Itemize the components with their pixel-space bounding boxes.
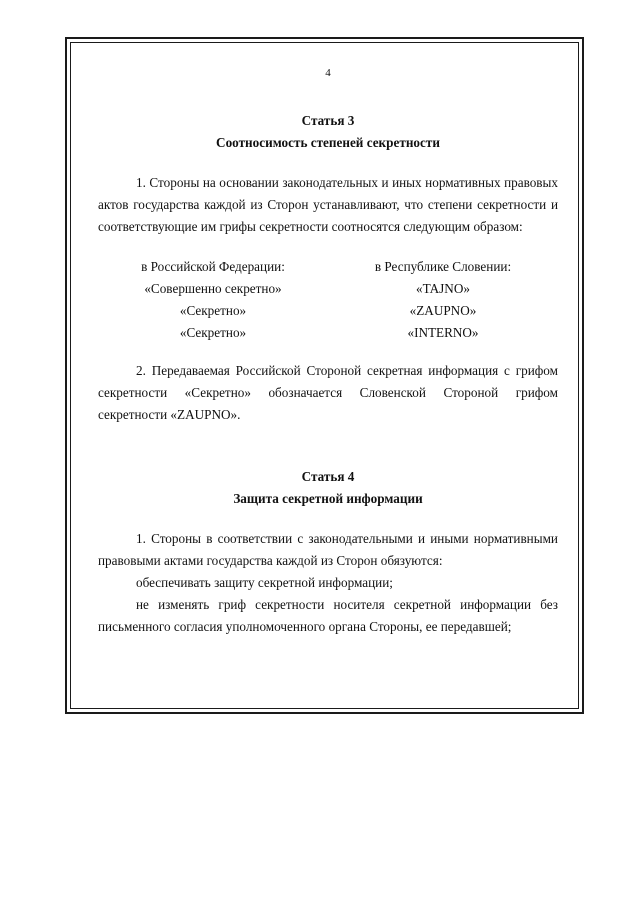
slovenia-level-1: «TAJNO»	[416, 281, 470, 296]
slovenia-column	[328, 256, 558, 344]
slovenia-column-header: в Республике Словении:	[374, 259, 512, 274]
russia-column-header: в Российской Федерации:	[141, 259, 285, 274]
article-3-subtitle: Соотносимость степеней секретности	[216, 135, 440, 150]
article-4-subtitle: Защита секретной информации	[233, 491, 423, 506]
russia-level-1: «Совершенно секретно»	[144, 281, 282, 296]
russia-level-3: «Секретно»	[179, 325, 247, 340]
secrecy-levels-table	[98, 256, 558, 344]
article-3-title: Статья 3	[301, 113, 355, 128]
article-4-item-1: обеспечивать защиту секретной информации;	[136, 575, 393, 590]
article-3-paragraph-1: 1. Стороны на основании законодательных и иных нормативных правовых актов государства каждой из Сторон устанавливают, что степени секретности и соответствующие им грифы секретности соотносятся следующим образом:	[98, 175, 558, 234]
article-3-paragraph-2: 2. Передаваемая Российской Стороной секретная информация с грифом секретности «Секретно» обозначается Словенской Стороной грифом секретности «ZAUPNO».	[98, 363, 558, 422]
russia-level-2: «Секретно»	[179, 303, 247, 318]
slovenia-level-2: «ZAUPNO»	[409, 303, 477, 318]
section-spacer	[98, 426, 558, 466]
document-body	[98, 62, 558, 638]
article-4-paragraph-1: 1. Стороны в соответствии с законодательными и иными нормативными правовыми актами государства каждой из Сторон обязуются:	[98, 531, 558, 568]
article-4-title: Статья 4	[301, 469, 355, 484]
slovenia-level-3: «INTERNO»	[407, 325, 479, 340]
page-number: 4	[325, 67, 331, 79]
russia-column	[98, 256, 328, 344]
article-4-item-2: не изменять гриф секретности носителя секретной информации без письменного согласия уполномоченного органа Стороны, ее передавшей;	[98, 597, 558, 634]
